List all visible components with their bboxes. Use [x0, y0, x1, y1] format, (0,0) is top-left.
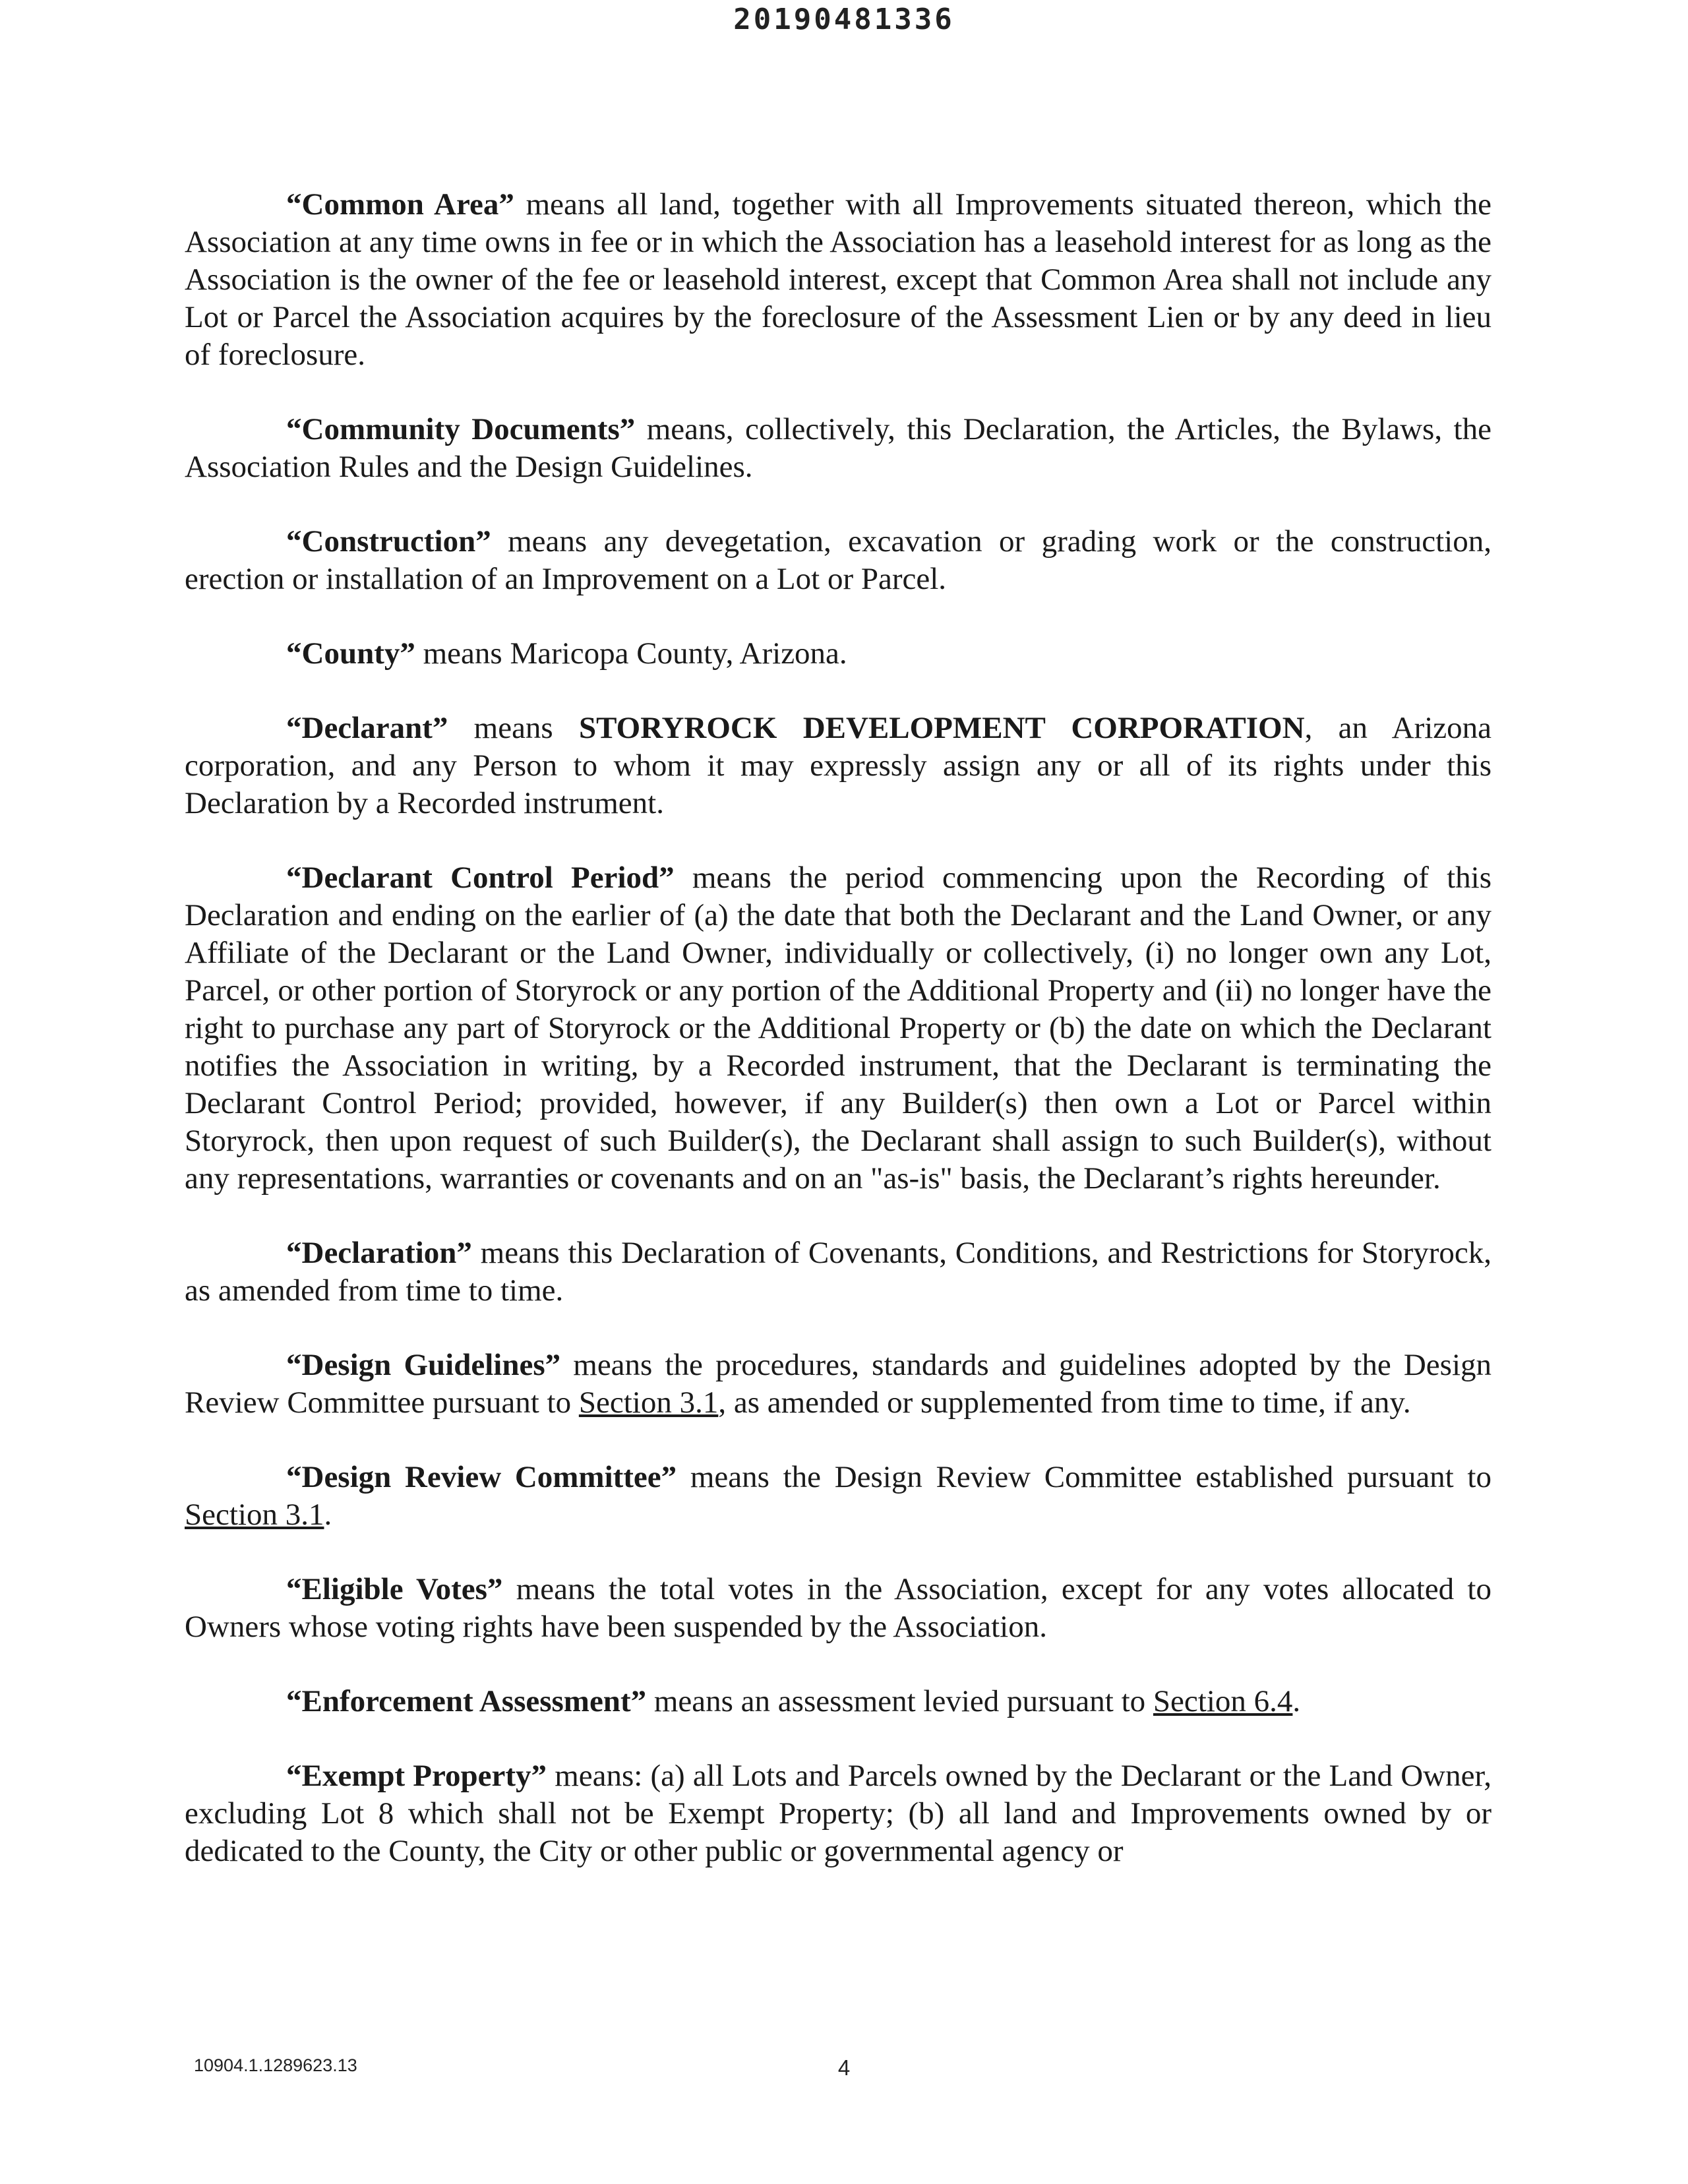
defined-term: “Declarant Control Period” [286, 861, 675, 895]
section-reference: Section 3.1 [185, 1498, 324, 1532]
defined-term: “Enforcement Assessment” [286, 1684, 647, 1718]
definition-text: means the total votes in the Association, except for any votes allocated to Owners whose voting rights have been suspended by the Association. [185, 1572, 1492, 1644]
definition-declarant-control-period [185, 859, 1492, 1198]
definition-community-documents [185, 411, 1492, 486]
definition-eligible-votes [185, 1571, 1492, 1646]
definition-text: means all land, together with all Improvements situated thereon, which the Association at any time owns in fee or in which the Association has a leasehold interest for as long as the Association is the owner of the fee or leasehold interest, except that Common Area shall not include any Lot or Parcel the Association acquires by the foreclosure of the Assessment Lien or by any deed in lieu of foreclosure. [185, 187, 1492, 372]
definition-text: means [448, 711, 579, 745]
definition-common-area [185, 186, 1492, 374]
definition-construction [185, 523, 1492, 598]
defined-term: “Declaration” [286, 1236, 472, 1270]
defined-term: “Exempt Property” [286, 1759, 547, 1793]
defined-term: “Declarant” [286, 711, 448, 745]
definition-text: means the period commencing upon the Recording of this Declaration and ending on the earlier of (a) the date that both the Declarant and the Land Owner, or any Affiliate of the Declarant or the Land Owner, individually or collectively, (i) no longer own any Lot, Parcel, or other portion of Storyrock or any portion of the Additional Property and (ii) no longer have the right to purchase any part of Storyrock or the Additional Property or (b) the date on which the Declarant notifies the Association in writing, by a Recorded instrument, that the Declarant is terminating the Declarant Control Period; provided, however, if any Builder(s) then own a Lot or Parcel within Storyrock, then upon request of such Builder(s), the Declarant shall assign to such Builder(s), without any representations, warranties or covenants and on an "as-is" basis, the Declarant’s rights hereunder. [185, 861, 1492, 1196]
defined-term: “Design Guidelines” [286, 1348, 561, 1382]
definition-text: means an assessment levied pursuant to [646, 1684, 1153, 1718]
defined-term: “Eligible Votes” [286, 1572, 503, 1606]
definitions-body [185, 186, 1492, 1870]
definition-declaration [185, 1234, 1492, 1310]
definition-text: means: (a) all Lots and Parcels owned by the Declarant or the Land Owner, excluding Lot 8 which shall not be Exempt Property; (b) all land and Improvements owned by or dedicated to the County, the City or other public or governmental agency or [185, 1759, 1492, 1868]
definition-text: means this Declaration of Covenants, Conditions, and Restrictions for Storyrock, as amended from time to time. [185, 1236, 1492, 1308]
declarant-entity-name: STORYROCK DEVELOPMENT CORPORATION [579, 711, 1305, 745]
recording-number: 20190481336 [733, 3, 955, 36]
definition-text: means Maricopa County, Arizona. [415, 636, 847, 671]
definition-text: means the Design Review Committee established pursuant to [677, 1460, 1492, 1494]
footer-document-id: 10904.1.1289623.13 [194, 2055, 357, 2075]
definition-enforcement-assessment [185, 1683, 1492, 1720]
definition-declarant [185, 710, 1492, 822]
definition-text: means, collectively, this Declaration, the Articles, the Bylaws, the Association Rules and the Design Guidelines. [185, 412, 1492, 484]
definition-text: . [1292, 1684, 1301, 1718]
definition-design-review-committee [185, 1459, 1492, 1534]
defined-term: “Construction” [286, 524, 491, 559]
section-reference: Section 6.4 [1153, 1684, 1293, 1718]
definition-text: means any devegetation, excavation or grading work or the construction, erection or installation of an Improvement on a Lot or Parcel. [185, 524, 1492, 596]
definition-county [185, 635, 1492, 673]
defined-term: “Common Area” [286, 187, 514, 222]
definition-text: , as amended or supplemented from time to time, if any. [718, 1385, 1411, 1420]
defined-term: “Design Review Committee” [286, 1460, 677, 1494]
definition-exempt-property [185, 1757, 1492, 1870]
page-number: 4 [837, 2055, 851, 2080]
definition-text: . [324, 1498, 332, 1532]
defined-term: “County” [286, 636, 415, 671]
definition-design-guidelines [185, 1347, 1492, 1422]
definition-text: , an Arizona corporation, and any Person to whom it may expressly assign any or all of its rights under this Declaration by a Recorded instrument. [185, 711, 1492, 820]
section-reference: Section 3.1 [578, 1385, 719, 1420]
defined-term: “Community Documents” [286, 412, 636, 446]
definition-text: means the procedures, standards and guidelines adopted by the Design Review Committee pursuant to [185, 1348, 1492, 1420]
